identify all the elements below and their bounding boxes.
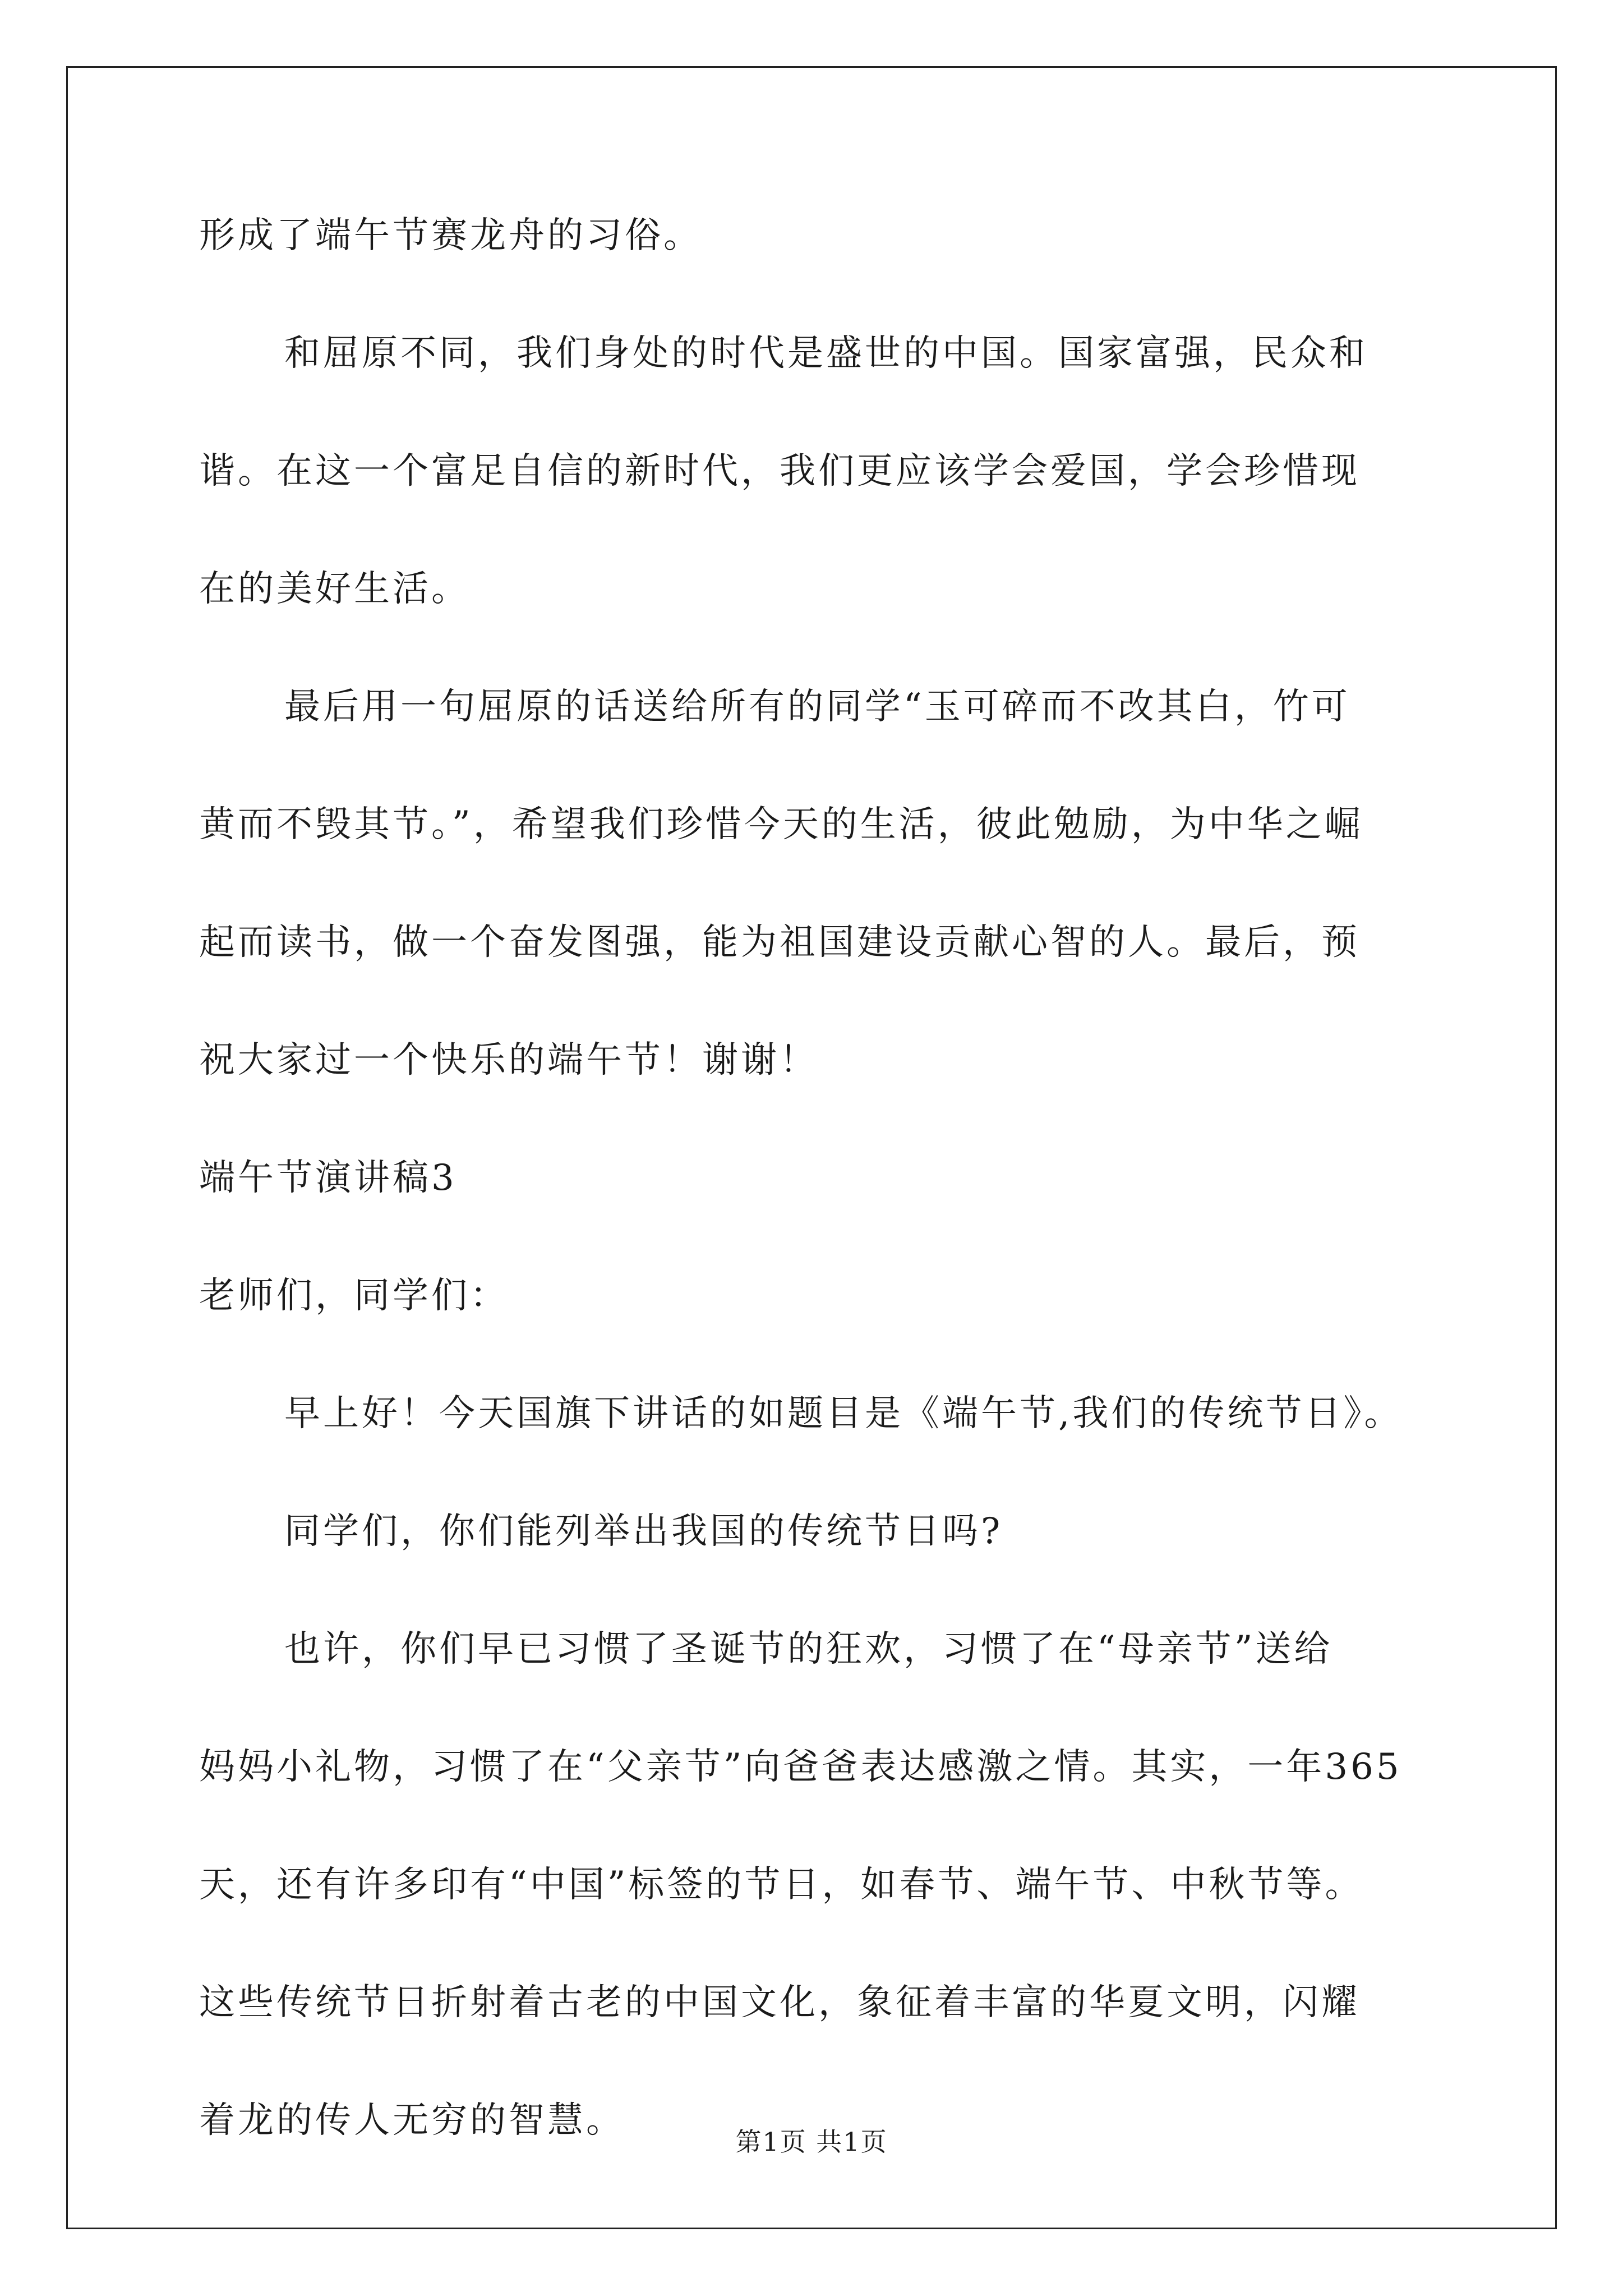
section-heading: 端午节演讲稿3	[199, 1157, 457, 1199]
text-line: 妈妈小礼物，习惯了在“父亲节”向爸爸表达感激之情。其实，一年365	[199, 1746, 1402, 1788]
text-line: 谐。在这一个富足自信的新时代，我们更应该学会爱国，学会珍惜现	[199, 450, 1360, 492]
paragraph-start-line: 最后用一句屈原的话送给所有的同学“玉可碎而不改其白，竹可	[284, 686, 1350, 728]
text-line: 着龙的传人无穷的智慧。	[199, 2100, 625, 2141]
salutation: 老师们，同学们：	[199, 1275, 509, 1317]
text-line: 黄而不毁其节。”，希望我们珍惜今天的生活，彼此勉励，为中华之崛	[199, 804, 1363, 845]
paragraph-start-line: 早上好！今天国旗下讲话的如题目是《端午节,我们的传统节日》。	[284, 1393, 1403, 1434]
text-line: 起而读书，做一个奋发图强，能为祖国建设贡献心智的人。最后，预	[199, 922, 1360, 963]
paragraph-start-line: 同学们，你们能列举出我国的传统节日吗?	[284, 1511, 1003, 1552]
text-line: 这些传统节日折射着古老的中国文化，象征着丰富的华夏文明，闪耀	[199, 1982, 1360, 2023]
paragraph-start-line: 和屈原不同，我们身处的时代是盛世的中国。国家富强，民众和	[284, 333, 1368, 374]
text-line: 形成了端午节赛龙舟的习俗。	[199, 215, 702, 256]
text-line: 祝大家过一个快乐的端午节！谢谢！	[199, 1039, 818, 1081]
paragraph-start-line: 也许，你们早已习惯了圣诞节的狂欢，习惯了在“母亲节”送给	[284, 1628, 1333, 1670]
text-line: 在的美好生活。	[199, 568, 470, 610]
page-footer: 第1页 共1页	[735, 2127, 888, 2157]
text-line: 天，还有许多印有“中国”标签的节日，如春节、端午节、中秋节等。	[199, 1864, 1364, 1906]
